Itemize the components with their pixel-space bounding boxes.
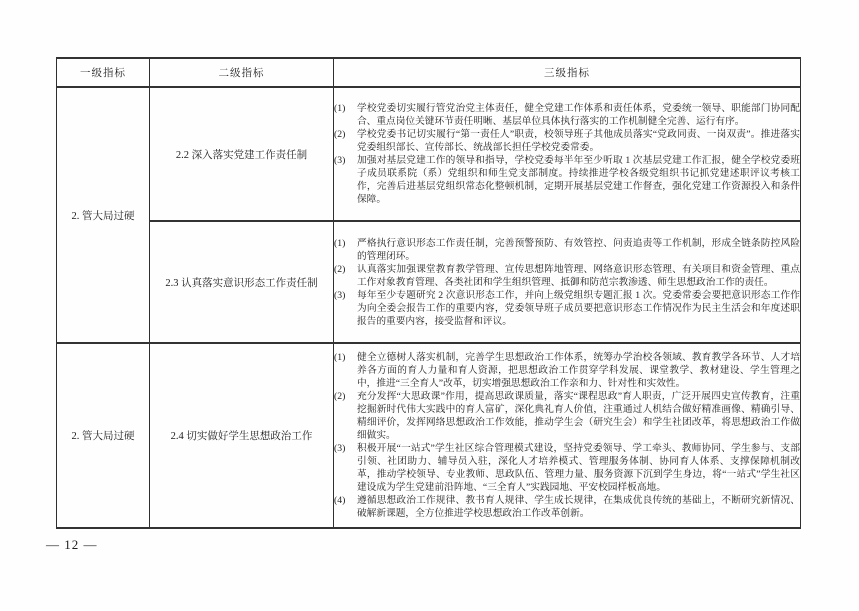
item-number: (3) — [334, 155, 346, 166]
item-number: (2) — [334, 263, 346, 275]
header-tier2: 二级指标 — [150, 58, 334, 87]
item-text: 充分发挥“大思政课”作用，提高思政课质量，落实“课程思政”育人职责，广泛开展四史宣传教育，注重挖掘新时代伟大实践中的育人富矿，深化典礼育人价值，注重通过人机结合做好精准画像、精确引导、精细评价，发挥网络思想政治工作效能，推动学生会（研究生会）和学生社团改革，将思想政治工作做细做实。 — [357, 391, 800, 441]
item-text: 学校党委书记切实履行“第一责任人”职责，校领导班子其他成员落实“党政同责、一岗双责”。推进落实党委组织部长、宣传部长、统战部长担任学校党委常委。 — [357, 129, 800, 153]
tier3-item — [334, 154, 800, 206]
header-tier3: 三级指标 — [334, 58, 801, 87]
table-header — [57, 58, 801, 87]
tier3-item — [334, 237, 800, 263]
table-row-2-4 — [57, 343, 801, 528]
tier2-cell-2-4: 2.4 切实做好学生思想政治工作 — [150, 343, 334, 528]
tier2-cell-2-3: 2.3 认真落实意识形态工作责任制 — [150, 221, 334, 343]
header-row — [57, 58, 801, 87]
tier1-cell-group-1: 2. 管大局过硬 — [57, 87, 150, 343]
item-text: 加强对基层党建工作的领导和指导，学校党委每半年至少听取 1 次基层党建工作汇报，健全学校党委班子成员联系院（系）党组织和师生党支部制度。持续推进学校各级党组织书记抓党建述职评议考核工作，完善后进基层党组织常态化整顿机制，定期开展基层党建工作督查，强化党建工作资源投入和条件保障。 — [357, 155, 800, 205]
page-number: — 12 — — [46, 537, 98, 552]
tier3-cell-2-4 — [334, 343, 801, 528]
item-number: (3) — [334, 443, 346, 454]
table-row-2-2 — [57, 87, 801, 221]
tier2-cell-2-2: 2.2 深入落实党建工作责任制 — [150, 87, 334, 221]
tier1-cell-group-2: 2. 管大局过硬 — [57, 343, 150, 528]
tier3-item — [334, 128, 800, 154]
tier3-item — [334, 289, 800, 328]
item-number: (1) — [334, 237, 346, 249]
tier3-item — [334, 263, 800, 289]
table-row-2-3 — [57, 221, 801, 343]
tier3-item — [334, 390, 800, 442]
item-number: (1) — [334, 103, 346, 114]
item-text: 严格执行意识形态工作责任制，完善预警预防、有效管控、问责追责等工作机制，形成全链条防控风险的管理闭环。 — [357, 237, 800, 262]
tier3-item — [334, 102, 800, 128]
header-tier1: 一级指标 — [57, 58, 150, 87]
item-text: 积极开展“一站式”学生社区综合管理模式建设，坚持党委领导、学工牵头、教师协同、学生参与、支部引领、社团助力、辅导员入驻，深化人才培养模式、管理服务体制、协同育人体系、支撑保障机制改革，推动学校领导、专业教师、思政队伍、管理力量、服务资源下沉到学生身边，将“一站式”学生社区建设成为学生党建前沿阵地、“三全育人”实践园地、平安校园样板高地。 — [357, 443, 800, 493]
tier3-item — [334, 442, 800, 494]
indicator-table — [56, 57, 801, 529]
tier3-cell-2-2 — [334, 87, 801, 221]
tier3-item — [334, 351, 800, 390]
item-text: 认真落实加强课堂教育教学管理、宣传思想阵地管理、网络意识形态管理、有关项目和资金管理、重点工作对象教育管理、各类社团和学生组织管理、抵御和防范宗教渗透、师生思想政治工作的责任。 — [357, 263, 800, 288]
table-body — [57, 87, 801, 528]
item-number: (1) — [334, 352, 346, 363]
item-text: 每年至少专题研究 2 次意识形态工作，并向上级党组织专题汇报 1 次。党委常委会要把意识形态工作作为向全委会报告工作的重要内容，党委领导班子成员要把意识形态工作情况作为民主生活会和年度述职报告的重要内容，接受监督和评议。 — [357, 289, 800, 327]
item-number: (2) — [334, 391, 346, 402]
item-number: (2) — [334, 129, 346, 140]
item-text: 健全立德树人落实机制，完善学生思想政治工作体系，统筹办学治校各领域、教育教学各环节、人才培养各方面的育人力量和育人资源，把思想政治工作贯穿学科发展、课堂教学、教材建设、学生管理之中，推进“三全育人”改革，切实增强思想政治工作亲和力、针对性和实效性。 — [357, 352, 800, 389]
item-number: (3) — [334, 289, 346, 301]
tier3-item — [334, 494, 800, 520]
item-text: 遵循思想政治工作规律、教书育人规律、学生成长规律，在集成优良传统的基础上，不断研究新情况、破解新课题，全方位推进学校思想政治工作改革创新。 — [357, 495, 800, 519]
tier3-cell-2-3 — [334, 221, 801, 343]
item-number: (4) — [334, 495, 346, 506]
item-text: 学校党委切实履行管党治党主体责任，健全党建工作体系和责任体系，党委统一领导、职能部门协同配合、重点岗位关键环节责任明晰、基层单位具体执行落实的工作机制健全完善、运行有序。 — [357, 103, 800, 127]
